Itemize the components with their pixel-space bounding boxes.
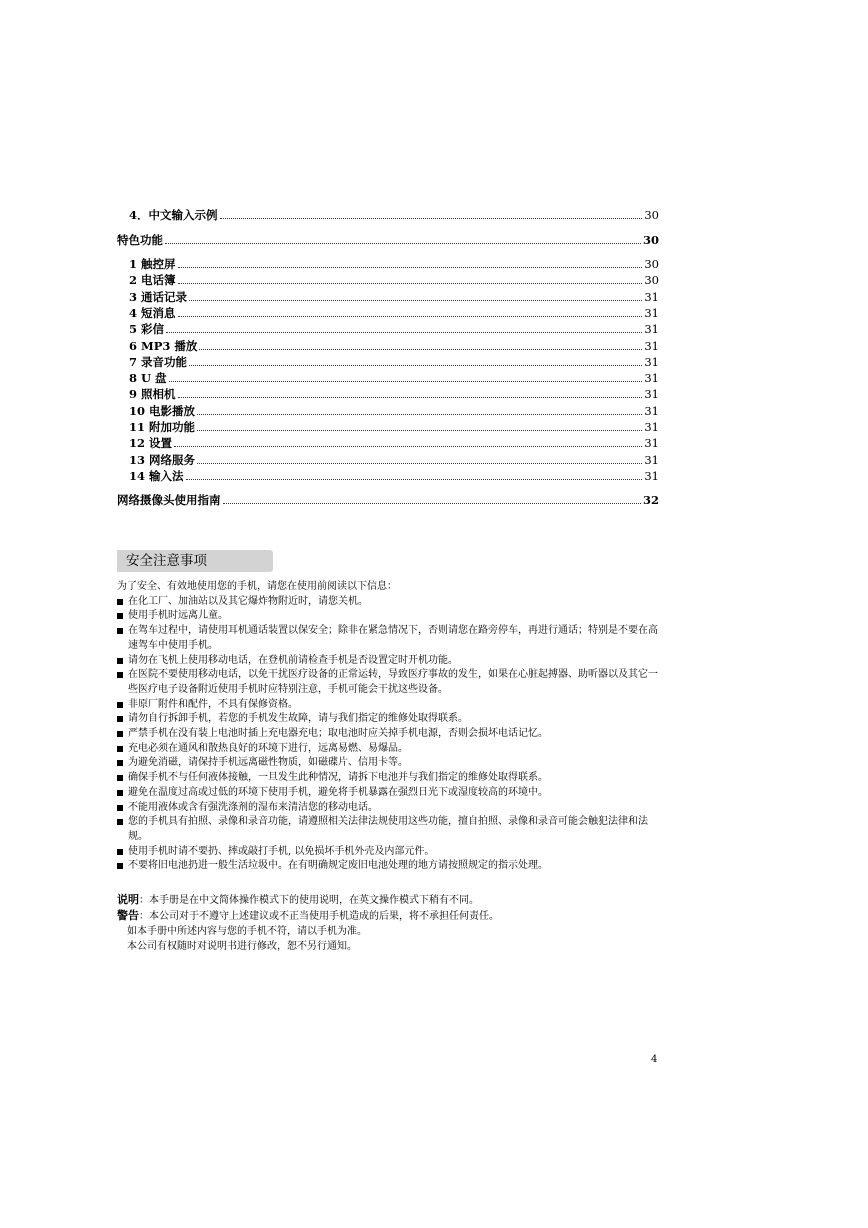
square-bullet-icon <box>117 790 123 796</box>
toc-feature-item[interactable] <box>129 271 659 287</box>
safety-item-text: 非原厂附件和配件，不具有保修资格。 <box>128 698 298 710</box>
warning-text: ：本公司对于不遵守上述建议或不正当使用手机造成的后果，将不承担任何责任。 <box>139 911 499 922</box>
safety-item-text: 在化工厂、加油站以及其它爆炸物附近时，请您关机。 <box>128 595 368 607</box>
toc-feature-item[interactable] <box>129 304 659 320</box>
toc-leader-dots <box>178 255 643 268</box>
square-bullet-icon <box>117 658 123 664</box>
safety-item-text: 确保手机不与任何液体接触，一旦发生此种情况，请拆下电池并与我们指定的维修处取得联系。 <box>128 772 548 784</box>
safety-item <box>117 595 662 610</box>
toc-label: 11 附加功能 <box>129 420 196 434</box>
safety-item <box>117 756 662 771</box>
toc-leader-dots <box>165 231 641 244</box>
toc-label: 6 MP3 播放 <box>129 338 198 353</box>
square-bullet-icon <box>117 849 123 855</box>
toc-feature-item[interactable] <box>129 402 659 418</box>
toc-feature-item[interactable] <box>129 385 659 401</box>
toc-leader-dots <box>220 206 643 219</box>
square-bullet-icon <box>117 702 123 708</box>
square-bullet-icon <box>117 863 123 869</box>
toc-page-number: 31 <box>644 387 659 402</box>
toc-feature-item[interactable] <box>129 369 659 385</box>
toc-page-number: 31 <box>644 403 659 418</box>
toc-label: 14 输入法 <box>129 468 184 483</box>
safety-item <box>117 609 662 624</box>
safety-item-text: 使用手机时请不要扔、摔或敲打手机, 以免损坏手机外壳及内部元件。 <box>128 845 435 857</box>
safety-item <box>117 786 662 801</box>
toc-label: 5 彩信 <box>129 322 165 337</box>
toc-page-number: 31 <box>644 436 659 451</box>
explain-note <box>117 892 662 908</box>
square-bullet-icon <box>117 746 123 752</box>
toc-label: 特色功能 <box>117 233 163 247</box>
toc-feature-item[interactable] <box>129 451 659 467</box>
toc-leader-dots <box>197 418 642 431</box>
square-bullet-icon <box>117 775 123 781</box>
toc-page-number: 31 <box>644 371 659 386</box>
warning-note <box>117 908 662 924</box>
toc-label: 10 电影播放 <box>129 403 196 418</box>
safety-item <box>117 712 662 727</box>
toc-leader-dots <box>197 451 642 464</box>
toc-heading-webcam[interactable] <box>117 491 659 507</box>
toc-page-number: 31 <box>644 468 659 483</box>
square-bullet-icon <box>117 672 123 678</box>
toc-page-number: 31 <box>644 354 659 369</box>
safety-item-text: 您的手机具有拍照、录像和录音功能，请遵照相关法律法规使用这些功能，擅自拍照、录像和录音可能会触犯法律和法规。 <box>128 816 648 842</box>
square-bullet-icon <box>117 731 123 737</box>
square-bullet-icon <box>117 628 123 634</box>
square-bullet-icon <box>117 599 123 605</box>
toc-leader-dots <box>169 369 643 382</box>
safety-item <box>117 845 662 860</box>
toc-page-number: 31 <box>644 338 659 353</box>
square-bullet-icon <box>117 613 123 619</box>
toc-leader-dots <box>223 491 641 504</box>
safety-item <box>117 801 662 816</box>
safety-item <box>117 668 662 697</box>
toc-label: 13 网络服务 <box>129 452 196 467</box>
toc-label: 4．中文输入示例 <box>129 208 218 222</box>
toc-feature-item[interactable] <box>129 288 659 304</box>
safety-item <box>117 654 662 669</box>
safety-item <box>117 771 662 786</box>
toc-label: 网络摄像头使用指南 <box>117 493 221 507</box>
safety-item-text: 不能用液体或含有强洗涤剂的湿布来清洁您的移动电话。 <box>128 801 378 813</box>
toc-page-number: 31 <box>644 420 659 434</box>
toc-feature-item[interactable] <box>129 418 659 434</box>
toc-item-input-example[interactable] <box>129 206 659 222</box>
toc-page-number: 30 <box>644 208 659 222</box>
safety-item-text: 请勿自行拆卸手机，若您的手机发生故障，请与我们指定的维修处取得联系。 <box>128 713 468 725</box>
page-number: 4 <box>651 1054 658 1065</box>
toc-leader-dots <box>199 337 642 350</box>
safety-notes <box>117 580 662 874</box>
safety-intro: 为了安全、有效地使用您的手机，请您在使用前阅读以下信息： <box>117 581 397 592</box>
toc-feature-item[interactable] <box>129 337 659 353</box>
toc-label: 7 录音功能 <box>129 354 188 369</box>
manual-notes <box>117 892 662 954</box>
safety-item-text: 充电必须在通风和散热良好的环境下进行，远离易燃、易爆品。 <box>128 742 408 754</box>
toc-heading-features[interactable] <box>117 231 659 247</box>
toc-page-number: 31 <box>644 289 659 304</box>
toc-leader-dots <box>178 271 643 284</box>
toc-feature-item[interactable] <box>129 467 659 483</box>
square-bullet-icon <box>117 716 123 722</box>
explain-text: ：本手册是在中文简体操作模式下的使用说明，在英文操作模式下稍有不同。 <box>139 895 479 906</box>
toc-label: 3 通话记录 <box>129 289 188 304</box>
toc-label: 2 电话簿 <box>129 273 176 288</box>
safety-item <box>117 742 662 757</box>
safety-item-text: 请勿在飞机上使用移动电话，在登机前请检查手机是否设置定时开机功能。 <box>128 654 458 666</box>
safety-item-text: 在驾车过程中，请使用耳机通话装置以保安全；除非在紧急情况下，否则请您在路旁停车，再进行通话；特别是不要在高速驾车中使用手机。 <box>128 625 658 651</box>
toc-leader-dots <box>197 402 642 415</box>
toc-label: 1 触控屏 <box>129 257 176 271</box>
square-bullet-icon <box>117 805 123 811</box>
toc-leader-dots <box>166 320 642 333</box>
safety-item-text: 严禁手机在没有装上电池时插上充电器充电；取电池时应关掉手机电源，否则会损坏电话记忆。 <box>128 728 548 740</box>
toc-page-number: 30 <box>644 273 659 288</box>
safety-item-text: 在医院不要使用移动电话，以免干扰医疗设备的正常运转，导致医疗事故的发生，如果在心脏起搏器、助听器以及其它一些医疗电子设备附近使用手机时应特别注意，手机可能会干扰这些设备。 <box>128 669 658 695</box>
explain-key: 说明 <box>117 893 139 906</box>
safety-item <box>117 727 662 742</box>
toc-feature-item[interactable] <box>129 320 659 336</box>
toc-label: 12 设置 <box>129 436 173 451</box>
safety-item-text: 为避免消磁，请保持手机远离磁性物质，如磁碟片、信用卡等。 <box>128 757 408 769</box>
toc-leader-dots <box>178 385 643 398</box>
toc-feature-item[interactable] <box>129 255 659 271</box>
safety-item <box>117 698 662 713</box>
toc-leader-dots <box>178 304 643 317</box>
toc-label: 8 U 盘 <box>129 371 167 386</box>
toc-page-number: 31 <box>644 305 659 320</box>
warning-key: 警告 <box>117 909 139 922</box>
safety-item-text: 使用手机时远离儿童。 <box>128 610 228 622</box>
toc-feature-item[interactable] <box>129 434 659 450</box>
toc-page-number: 32 <box>642 493 659 507</box>
safety-item <box>117 815 662 844</box>
toc-leader-dots <box>189 288 642 301</box>
toc-page-number: 30 <box>642 233 659 247</box>
toc-page-number: 31 <box>644 322 659 337</box>
safety-item <box>117 624 662 653</box>
toc-feature-item[interactable] <box>129 353 659 369</box>
warning-line-3: 本公司有权随时对说明书进行修改，恕不另行通知。 <box>127 941 357 952</box>
toc-label: 9 照相机 <box>129 387 176 402</box>
warning-line-2: 如本手册中所述内容与您的手机不符，请以手机为准。 <box>127 926 367 937</box>
toc-label: 4 短消息 <box>129 305 176 320</box>
toc-leader-dots <box>186 467 643 480</box>
safety-item <box>117 859 662 874</box>
safety-list <box>117 595 662 874</box>
square-bullet-icon <box>117 760 123 766</box>
toc-leader-dots <box>174 434 642 447</box>
safety-item-text: 不要将旧电池扔进一般生活垃圾中。在有明确规定废旧电池处理的地方请按照规定的指示处理。 <box>128 860 548 872</box>
toc-leader-dots <box>189 353 642 366</box>
toc-page-number: 30 <box>644 257 659 271</box>
safety-item-text: 避免在温度过高或过低的环境下使用手机，避免将手机暴露在强烈日光下或湿度较高的环境中。 <box>128 786 548 798</box>
toc-page-number: 31 <box>644 452 659 467</box>
safety-section-title: 安全注意事项 <box>117 550 273 572</box>
square-bullet-icon <box>117 819 123 825</box>
